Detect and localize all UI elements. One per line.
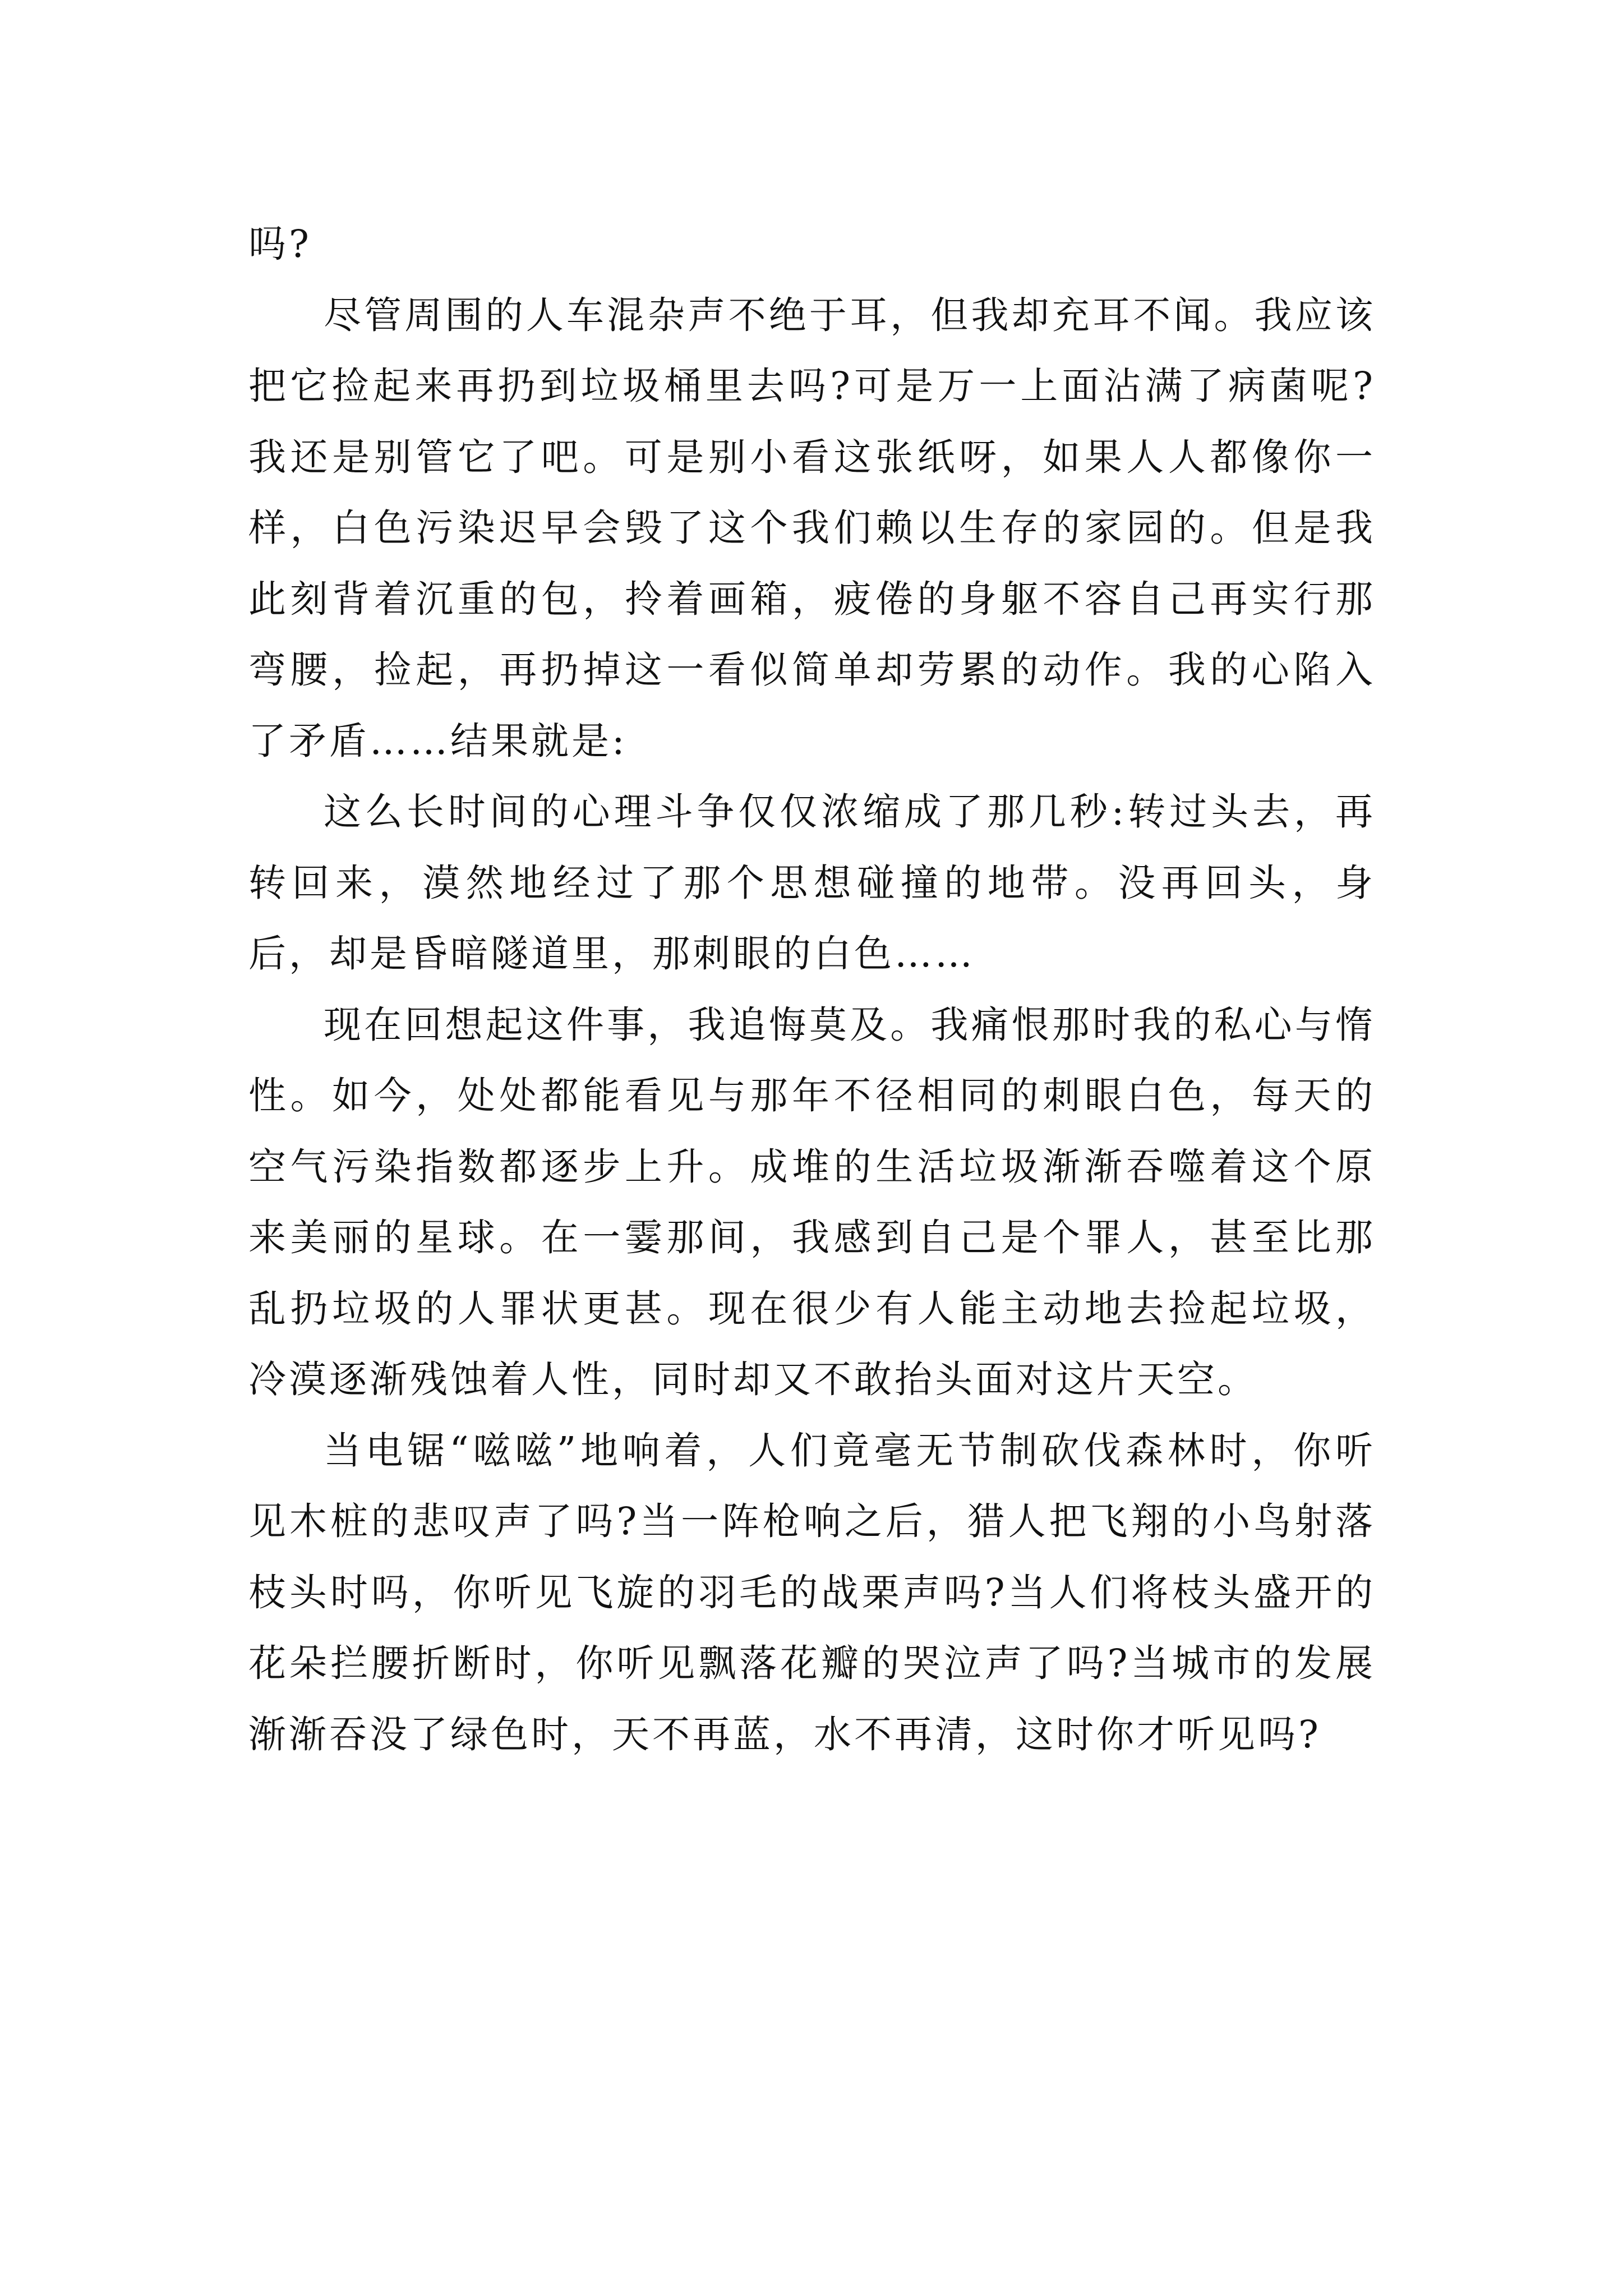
paragraph: 尽管周围的人车混杂声不绝于耳，但我却充耳不闻。我应该把它捡起来再扔到垃圾桶里去吗?可是万一上面沾满了病菌呢?我还是别管它了吧。可是别小看这张纸呀，如果人人都像你一样，白色污染迟早会毁了这个我们赖以生存的家园的。但是我此刻背着沉重的包，拎着画箱，疲倦的身躯不容自己再实行那弯腰，捡起，再扔掉这一看似简单却劳累的动作。我的心陷入了矛盾……结果就是:: [248, 293, 1376, 763]
paragraph: 这么长时间的心理斗争仅仅浓缩成了那几秒:转过头去，再转回来，漠然地经过了那个思想碰撞的地带。没再回头，身后，却是昏暗隧道里，那刺眼的白色……: [248, 790, 1376, 976]
paragraph: 当电锯“嗞嗞”地响着，人们竟毫无节制砍伐森林时，你听见木桩的悲叹声了吗?当一阵枪响之后，猎人把飞翔的小鸟射落枝头时吗，你听见飞旋的羽毛的战栗声吗?当人们将枝头盛开的花朵拦腰折断时，你听见飘落花瓣的哭泣声了吗?当城市的发展渐渐吞没了绿色时，天不再蓝，水不再清，这时你才听见吗?: [248, 1428, 1376, 1756]
paragraph-continuation: 吗?: [248, 222, 312, 266]
document-body: [248, 209, 1376, 1770]
paragraph: 现在回想起这件事，我追悔莫及。我痛恨那时我的私心与惰性。如今，处处都能看见与那年不径相同的刺眼白色，每天的空气污染指数都逐步上升。成堆的生活垃圾渐渐吞噬着这个原来美丽的星球。在一霎那间，我感到自己是个罪人，甚至比那乱扔垃圾的人罪状更甚。现在很少有人能主动地去捡起垃圾，冷漠逐渐残蚀着人性，同时却又不敢抬头面对这片天空。: [248, 1002, 1376, 1401]
